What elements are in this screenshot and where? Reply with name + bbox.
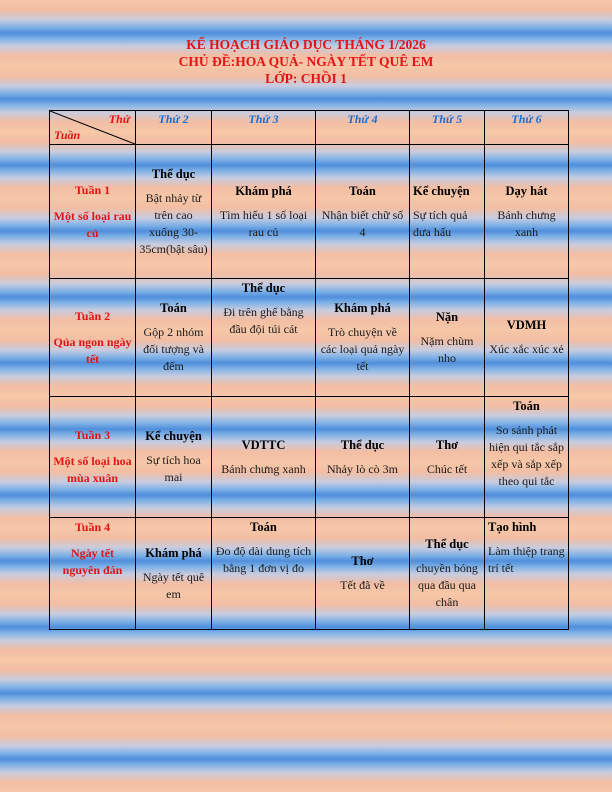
schedule-cell	[485, 397, 569, 518]
cell-subject: Thơ	[351, 554, 374, 568]
week-row	[50, 518, 569, 630]
week-number: Tuần 1	[74, 182, 111, 197]
schedule-cell	[136, 145, 212, 279]
week-cell	[50, 145, 136, 279]
week-topic: Một số loại rau củ	[53, 208, 132, 240]
day-header: Thứ 5	[410, 111, 485, 145]
cell-subject: Toán	[160, 301, 187, 315]
schedule-cell	[212, 145, 316, 279]
cell-subject: Khám phá	[235, 183, 292, 198]
cell-activity: Tết đã về	[340, 578, 385, 592]
cell-subject: VDTTC	[241, 437, 286, 452]
week-row	[50, 145, 569, 279]
week-cell	[50, 397, 136, 518]
day-header: Thứ 4	[316, 111, 410, 145]
schedule-cell	[212, 279, 316, 397]
week-row	[50, 397, 569, 518]
cell-activity: Đi trên ghế bằng đầu đội túi cát	[223, 305, 304, 336]
title-line-1: KẾ HOẠCH GIÁO DỤC THÁNG 1/2026	[186, 37, 426, 52]
cell-subject: Thể dục	[340, 437, 385, 452]
week-row	[50, 279, 569, 397]
schedule-cell	[136, 279, 212, 397]
cell-activity: Ngày tết quê em	[142, 569, 205, 601]
schedule-cell	[212, 397, 316, 518]
title-line-2: CHỦ ĐỀ:HOA QUẢ- NGÀY TẾT QUÊ EM	[178, 54, 434, 69]
cell-subject: Toán	[250, 520, 277, 534]
cell-subject: Toán	[513, 399, 540, 413]
day-header: Thứ 2	[136, 111, 212, 145]
schedule-cell	[410, 279, 485, 397]
cell-subject: Khám phá	[334, 301, 391, 315]
cell-activity: Xúc xắc xúc xẻ	[489, 342, 564, 356]
cell-subject: Nặn	[435, 309, 459, 324]
day-header: Thứ 3	[212, 111, 316, 145]
cell-activity: Chúc tết	[426, 461, 468, 476]
cell-activity: Trò chuyện về các loại quả ngày tết	[320, 325, 405, 373]
schedule-table	[49, 110, 569, 630]
document-title	[0, 36, 612, 87]
cell-subject: Thể dục	[241, 281, 286, 295]
cell-subject: Thơ	[435, 437, 459, 452]
schedule-cell	[410, 145, 485, 279]
cell-activity: chuyền bóng qua đầu qua chân	[416, 561, 478, 609]
week-number: Tuần 3	[74, 428, 111, 442]
cell-subject: Khám phá	[145, 545, 202, 560]
schedule-cell	[316, 518, 410, 630]
cell-activity: Nặm chùm nho	[420, 333, 474, 365]
cell-subject: Tạo hình	[488, 520, 537, 534]
cell-subject: Thể dục	[151, 166, 196, 181]
corner-day-label: Thứ	[108, 112, 130, 126]
cell-subject: Toán	[349, 183, 376, 198]
cell-subject: Kể chuyện	[145, 429, 202, 443]
schedule-cell	[410, 518, 485, 630]
schedule-cell	[316, 145, 410, 279]
cell-subject: Thể dục	[425, 537, 469, 551]
week-cell	[50, 279, 136, 397]
week-topic: Qủa ngon ngày tết	[53, 334, 132, 366]
schedule-cell	[410, 397, 485, 518]
cell-activity: Bánh chưng xanh	[221, 461, 306, 476]
schedule-cell	[212, 518, 316, 630]
week-number: Tuần 2	[74, 308, 111, 323]
schedule-cell	[136, 518, 212, 630]
cell-activity: Sự tích quả dưa hấu	[413, 207, 468, 239]
schedule-cell	[485, 279, 569, 397]
cell-activity: Gộp 2 nhóm đối tượng và đếm	[143, 325, 204, 373]
cell-activity: Tìm hiểu 1 số loại rau củ	[219, 207, 308, 239]
schedule-cell	[316, 397, 410, 518]
header-row	[50, 111, 569, 145]
week-topic: Ngày tết nguyên đán	[62, 546, 123, 577]
cell-activity: Nhảy lò cò 3m	[327, 461, 398, 476]
cell-activity: Bánh chưng xanh	[497, 207, 556, 239]
cell-activity: Đo độ dài dung tích bằng 1 đơn vị đo	[215, 544, 312, 575]
schedule-cell	[485, 518, 569, 630]
corner-cell	[50, 111, 136, 145]
corner-week-label: Tuần	[54, 128, 81, 142]
cell-subject: Dạy hát	[505, 183, 548, 198]
week-number: Tuần 4	[74, 520, 111, 534]
schedule-cell	[316, 279, 410, 397]
cell-subject: VDMH	[506, 318, 547, 332]
cell-subject: Kể chuyện	[413, 183, 470, 198]
schedule-cell	[485, 145, 569, 279]
day-header: Thứ 6	[485, 111, 569, 145]
cell-activity: Bật nhảy từ trên cao xuống 30-35cm(bật sâu)	[139, 190, 208, 256]
schedule-cell	[136, 397, 212, 518]
week-topic: Một số loại hoa mùa xuân	[53, 454, 132, 485]
title-line-3: LỚP: CHỒI 1	[265, 71, 347, 86]
cell-activity: So sánh phát hiện qui tắc sắp xếp và sắp xếp theo qui tắc	[489, 423, 564, 488]
cell-activity: Sự tích hoa mai	[146, 453, 201, 484]
week-cell	[50, 518, 136, 630]
cell-activity: Làm thiệp trang trí tết	[488, 544, 565, 575]
cell-activity: Nhận biết chữ số 4	[321, 207, 404, 239]
